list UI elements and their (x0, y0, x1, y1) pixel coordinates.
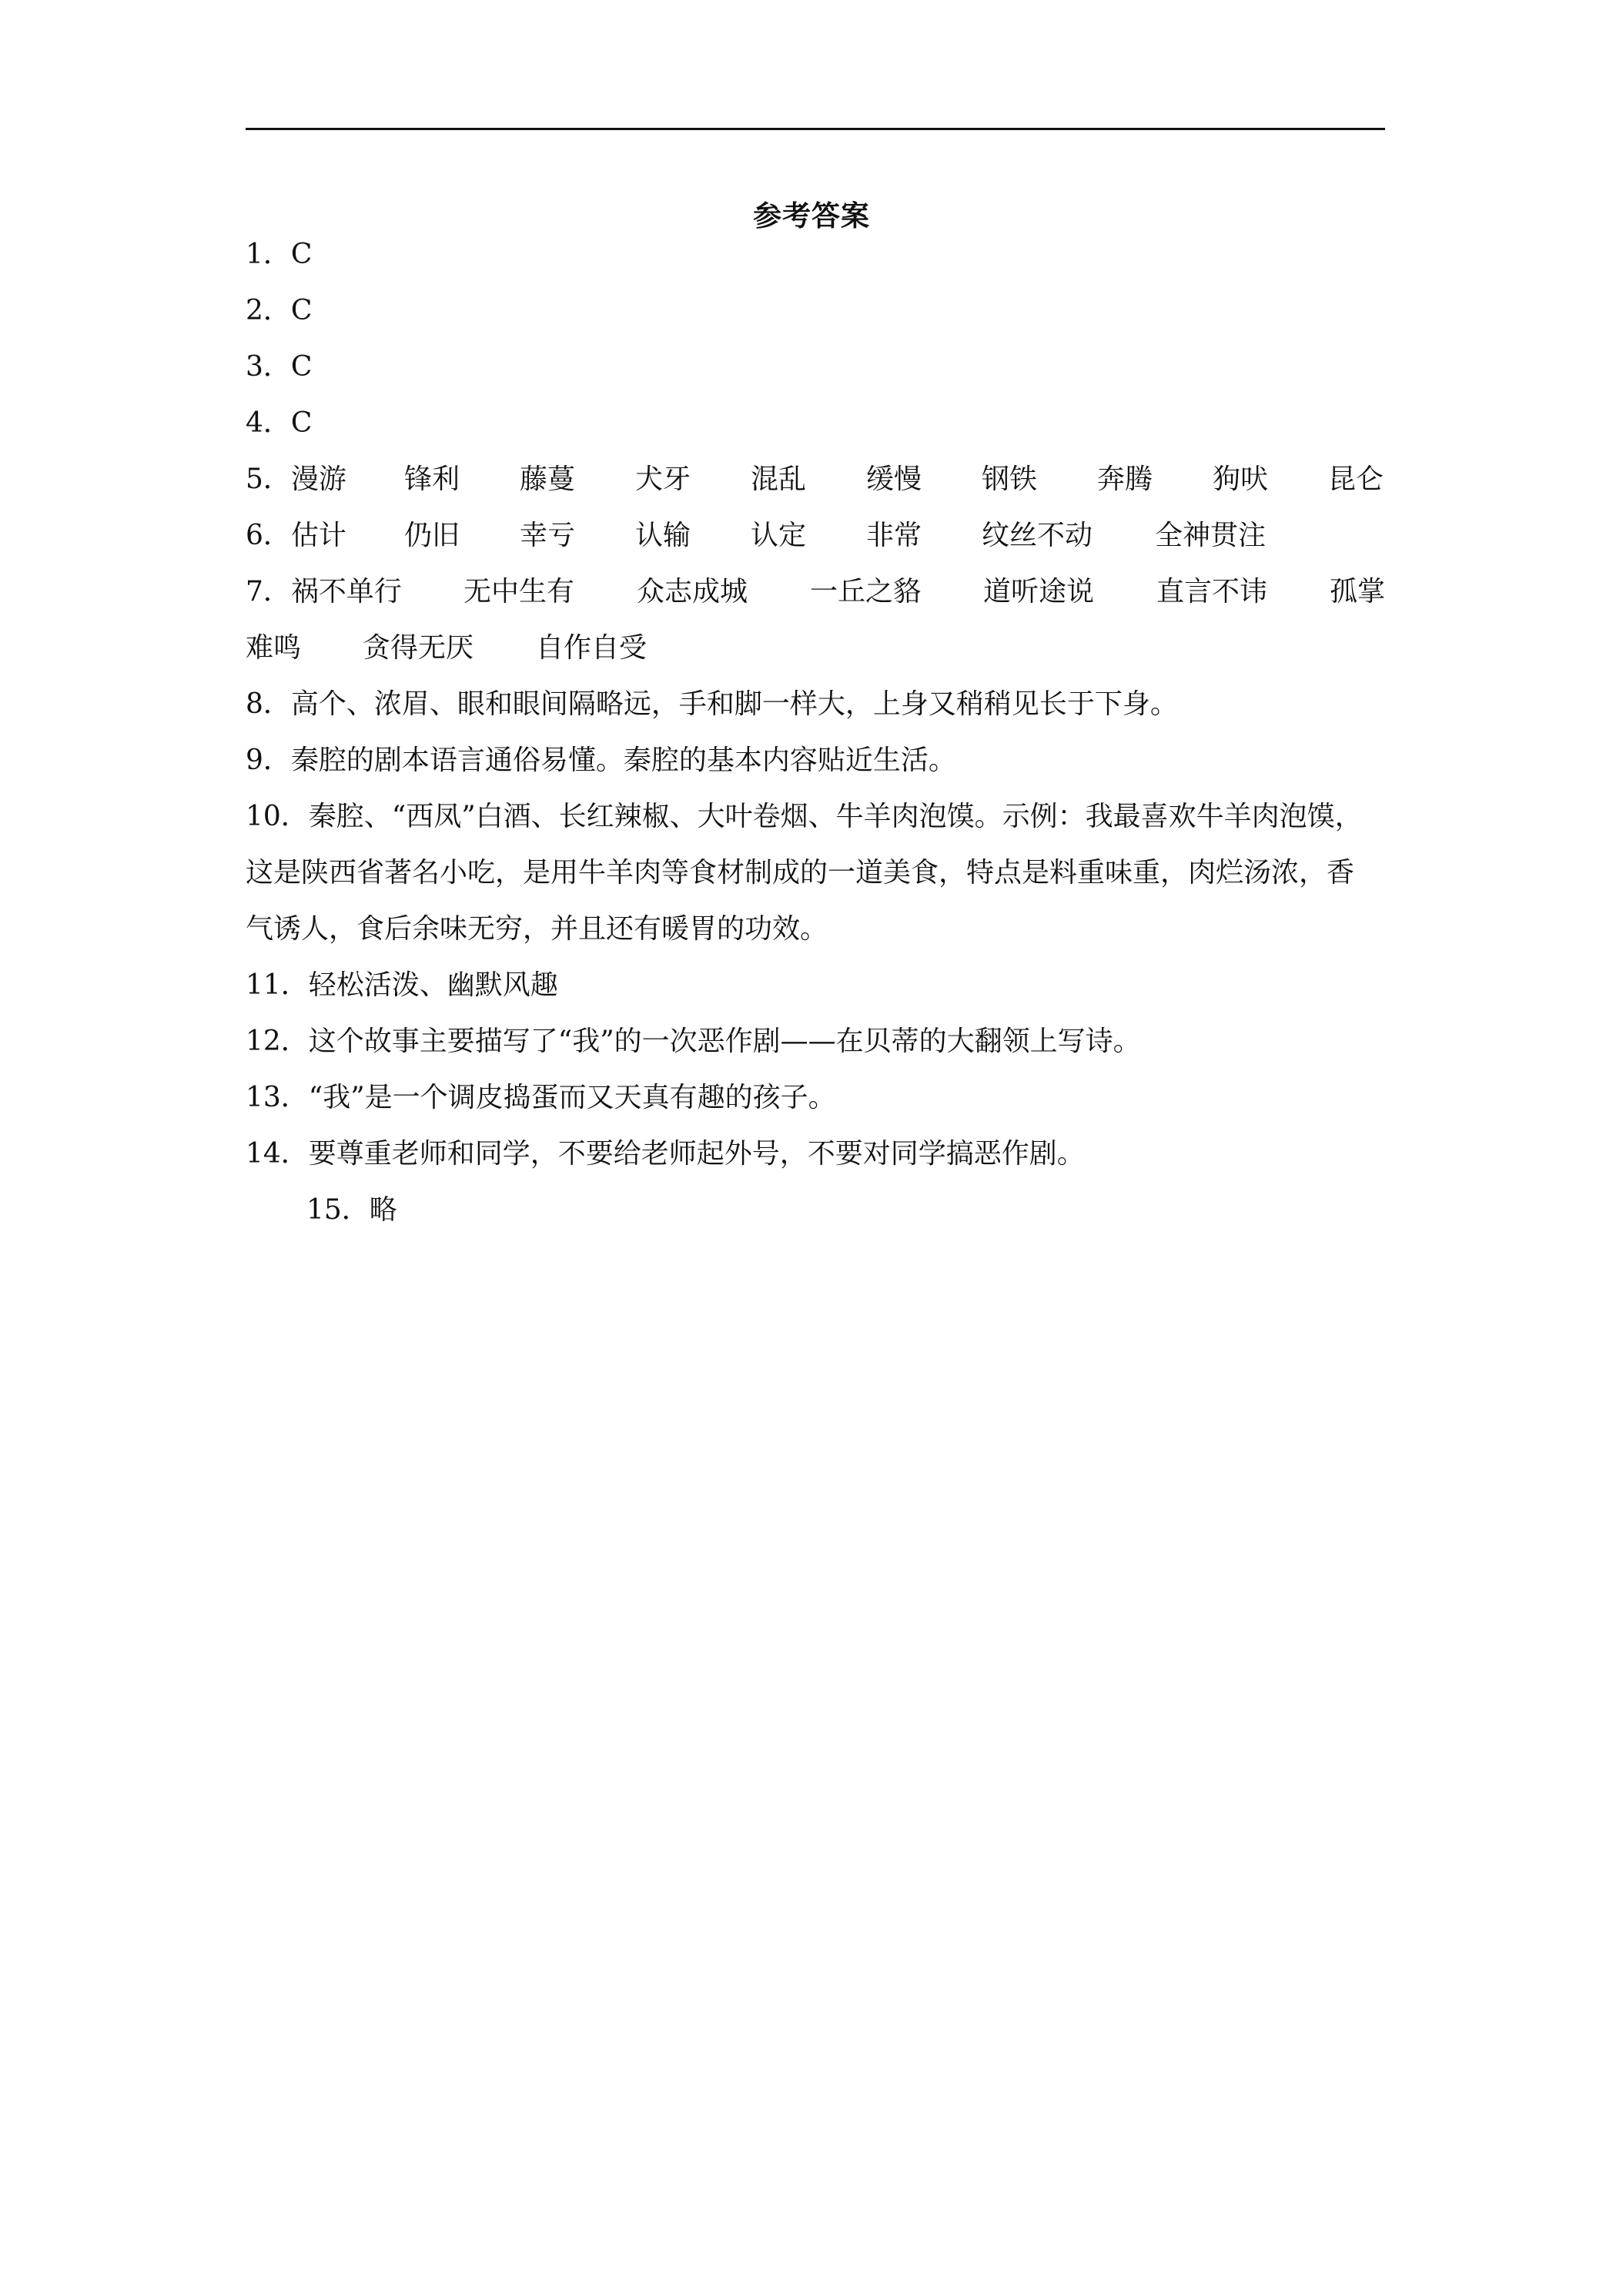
answer-5-word: 锋利 (404, 464, 460, 495)
answer-6-word: 认输 (635, 520, 691, 551)
answer-7-idiom: 孤掌 (1330, 576, 1386, 607)
answer-7-idiom: 7．祸不单行 (246, 576, 402, 607)
answer-15: 15．略 (306, 1194, 397, 1226)
answer-5-word: 混乱 (751, 464, 807, 495)
answer-5-word: 狗吠 (1213, 464, 1269, 495)
answer-1: 1．C (246, 239, 313, 270)
answer-6-word: 幸亏 (520, 520, 576, 551)
page-title: 参考答案 (753, 199, 870, 233)
answer-7-idiom: 难鸣 (246, 632, 302, 664)
answer-14: 14．要尊重老师和同学，不要给老师起外号，不要对同学搞恶作剧。 (246, 1138, 1085, 1170)
answer-6-word: 全神贯注 (1155, 520, 1267, 551)
answer-13: 13．“我”是一个调皮捣蛋而又天真有趣的孩子。 (246, 1082, 836, 1113)
answer-7 (246, 574, 1385, 611)
answer-5-word: 奔腾 (1097, 464, 1153, 495)
answer-2: 2．C (246, 295, 313, 326)
answer-5-word: 缓慢 (866, 464, 922, 495)
answer-7-idiom: 自作自受 (536, 632, 648, 664)
answer-5-word: 藤蔓 (520, 464, 576, 495)
answer-5-word: 犬牙 (635, 464, 691, 495)
answer-3: 3．C (246, 351, 313, 383)
answer-6-word: 6．估计 (246, 520, 346, 551)
answer-7-idiom: 众志成城 (637, 576, 748, 607)
answer-11: 11．轻松活泼、幽默风趣 (246, 969, 558, 1001)
answer-7-continued (246, 630, 1385, 667)
answer-6-word: 仍旧 (404, 520, 460, 551)
answer-6-word: 纹丝不动 (982, 520, 1093, 551)
answer-12: 12．这个故事主要描写了“我”的一次恶作剧——在贝蒂的大翻领上写诗。 (246, 1026, 1141, 1057)
answer-5-word: 钢铁 (982, 464, 1038, 495)
header-rule (246, 128, 1385, 130)
answer-8: 8．高个、浓眉、眼和眼间隔略远，手和脚一样大，上身又稍稍见长于下身。 (246, 688, 1178, 720)
answer-10-line-2: 这是陕西省著名小吃，是用牛羊肉等食材制成的一道美食，特点是料重味重，肉烂汤浓，香 (246, 857, 1355, 889)
answer-7-idiom: 直言不讳 (1156, 576, 1268, 607)
answer-6-word: 非常 (866, 520, 922, 551)
answer-7-idiom: 贪得无厌 (363, 632, 474, 664)
answer-10-line-1: 10．秦腔、“西凤”白酒、长红辣椒、大叶卷烟、牛羊肉泡馍。示例：我最喜欢牛羊肉泡馍， (246, 801, 1363, 832)
answer-4: 4．C (246, 407, 313, 439)
answer-6-word: 认定 (751, 520, 807, 551)
answer-9: 9．秦腔的剧本语言通俗易懂。秦腔的基本内容贴近生活。 (246, 745, 956, 776)
answer-6 (246, 517, 1385, 554)
answer-5 (246, 461, 1385, 498)
answer-5-word: 昆仑 (1328, 464, 1384, 495)
answer-5-word: 5．漫游 (246, 464, 346, 495)
answer-7-idiom: 一丘之貉 (810, 576, 922, 607)
answer-7-idiom: 道听途说 (983, 576, 1095, 607)
answer-10-line-3: 气诱人，食后余味无穷，并且还有暖胃的功效。 (246, 913, 828, 945)
answer-7-idiom: 无中生有 (463, 576, 575, 607)
